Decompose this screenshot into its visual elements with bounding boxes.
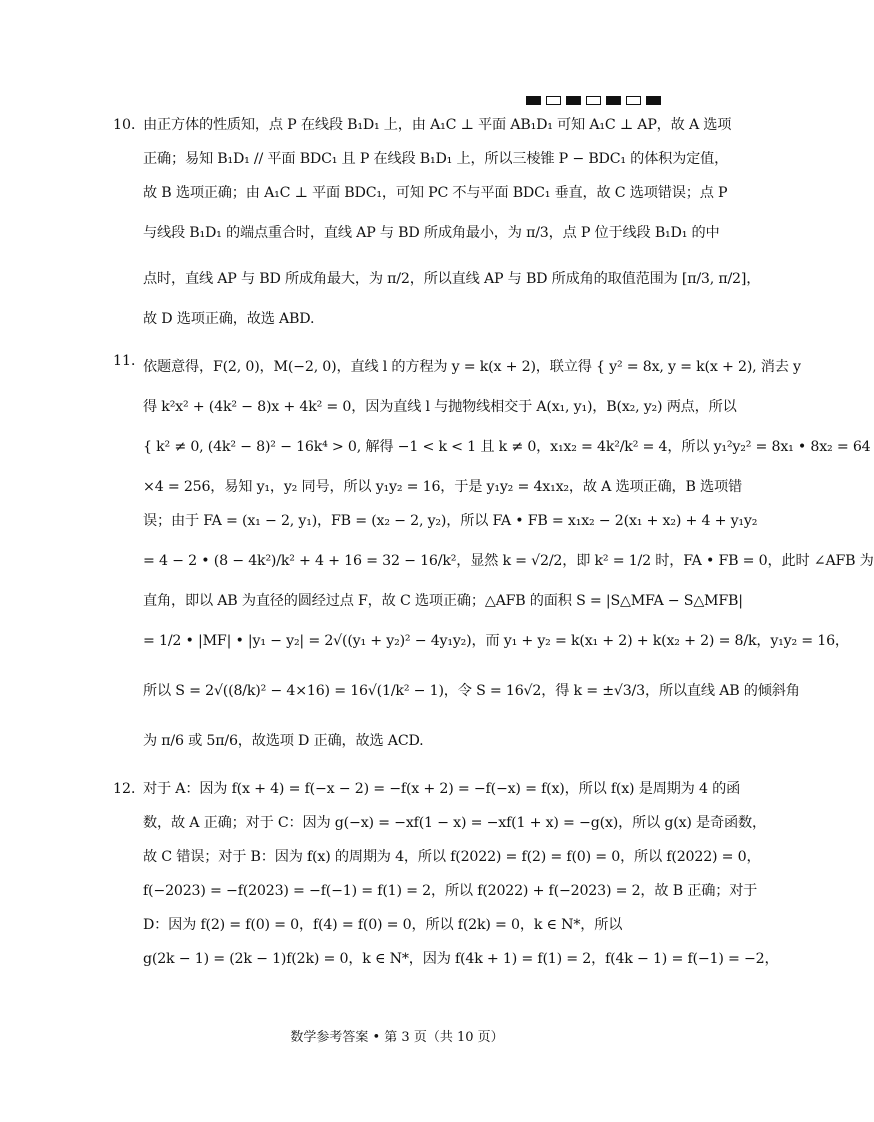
text-line: 数，故 A 正确；对于 C：因为 g(−x) = −xf(1 − x) = −xf(1 + x) = −g(x)，所以 g(x) 是奇函数， [143,815,766,831]
text-line: { k² ≠ 0, (4k² − 8)² − 16k⁴ > 0, 解得 −1 < k < 1 且 k ≠ 0，x₁x₂ = 4k²/k² = 4，所以 y₁²y₂² = 8x₁ • 8x₂ = 64 [143,439,871,455]
answer-12 [113,772,779,976]
text-line: 正确；易知 B₁D₁ // 平面 BDC₁ 且 P 在线段 B₁D₁ 上，所以三棱锥 P − BDC₁ 的体积为定值， [143,151,729,167]
item-number: 10． [113,117,146,133]
text-line: 与线段 B₁D₁ 的端点重合时，直线 AP 与 BD 所成角最小，为 π/3，点 P 位于线段 B₁D₁ 的中 [143,225,720,241]
text-line: 直角，即以 AB 为直径的圆经过点 F，故 C 选项正确；△AFB 的面积 S = |S△MFA − S△MFB| [143,593,743,609]
mark-empty [626,96,641,105]
text-line: g(2k − 1) = (2k − 1)f(2k) = 0，k ∈ N*，因为 f(4k + 1) = f(1) = 2，f(4k − 1) = f(−1) = −2， [143,951,779,967]
text-line: ×4 = 256，易知 y₁，y₂ 同号，所以 y₁y₂ = 16，于是 y₁y₂ = 4x₁x₂，故 A 选项正确，B 选项错 [143,479,742,495]
mark-filled [526,96,541,105]
mark-filled [606,96,621,105]
text-line: 故 B 选项正确；由 A₁C ⊥ 平面 BDC₁，可知 PC 不与平面 BDC₁ 垂直，故 C 选项错误；点 P [143,185,728,201]
text-line: 点时，直线 AP 与 BD 所成角最大，为 π/2，所以直线 AP 与 BD 所成角的取值范围为 [π/3, π/2]， [143,271,761,287]
answer-10 [113,108,761,336]
item-body [143,772,779,976]
text-line: D：因为 f(2) = f(0) = 0，f(4) = f(0) = 0，所以 f(2k) = 0，k ∈ N*，所以 [143,917,623,933]
text-line: 故 C 错误；对于 B：因为 f(x) 的周期为 4，所以 f(2022) = f(2) = f(0) = 0，所以 f(2022) = 0， [143,849,761,865]
text-line: f(−2023) = −f(2023) = −f(−1) = f(1) = 2，所以 f(2022) + f(−2023) = 2，故 B 正确；对于 [143,883,758,899]
text-line: 为 π/6 或 5π/6，故选项 D 正确，故选 ACD. [143,733,424,749]
text-line: = 4 − 2 • (8 − 4k²)/k² + 4 + 16 = 32 − 16/k²，显然 k = √2/2，即 k² = 1/2 时，FA • FB = 0，此时 ∠AFB 为 [143,553,874,569]
text-line: 对于 A：因为 f(x + 4) = f(−x − 2) = −f(x + 2) = −f(−x) = f(x)，所以 f(x) 是周期为 4 的函 [143,781,741,797]
text-line: 误；由于 FA = (x₁ − 2, y₁)，FB = (x₂ − 2, y₂)，所以 FA • FB = x₁x₂ − 2(x₁ + x₂) + 4 + y₁y₂ [143,513,758,529]
item-number: 12． [113,781,146,797]
text-line: 得 k²x² + (4k² − 8)x + 4k² = 0，因为直线 l 与抛物线相交于 A(x₁, y₁)，B(x₂, y₂) 两点，所以 [143,399,737,415]
page-footer: 数学参考答案 • 第 3 页（共 10 页） [290,1030,504,1045]
mark-filled [646,96,661,105]
item-number: 11． [113,353,146,369]
item-body [143,108,760,336]
text-line: 故 D 选项正确，故选 ABD. [143,311,315,327]
text-line: 依题意得，F(2, 0)，M(−2, 0)，直线 l 的方程为 y = k(x + 2)，联立得 { y² = 8x, y = k(x + 2), 消去 y [143,359,801,375]
mark-empty [586,96,601,105]
answer-11 [113,344,874,764]
item-body [143,344,874,764]
header-marks [526,96,661,105]
mark-empty [546,96,561,105]
answer-content [113,108,874,976]
text-line: 所以 S = 2√((8/k)² − 4×16) = 16√(1/k² − 1)，令 S = 16√2，得 k = ±√3/3，所以直线 AB 的倾斜角 [143,683,800,699]
text-line: = 1/2 • |MF| • |y₁ − y₂| = 2√((y₁ + y₂)² − 4y₁y₂)，而 y₁ + y₂ = k(x₁ + 2) + k(x₂ + 2) = 8/k，y₁y₂ = 16， [143,633,849,649]
text-line: 由正方体的性质知，点 P 在线段 B₁D₁ 上，由 A₁C ⊥ 平面 AB₁D₁ 可知 A₁C ⊥ AP，故 A 选项 [143,117,732,133]
mark-filled [566,96,581,105]
